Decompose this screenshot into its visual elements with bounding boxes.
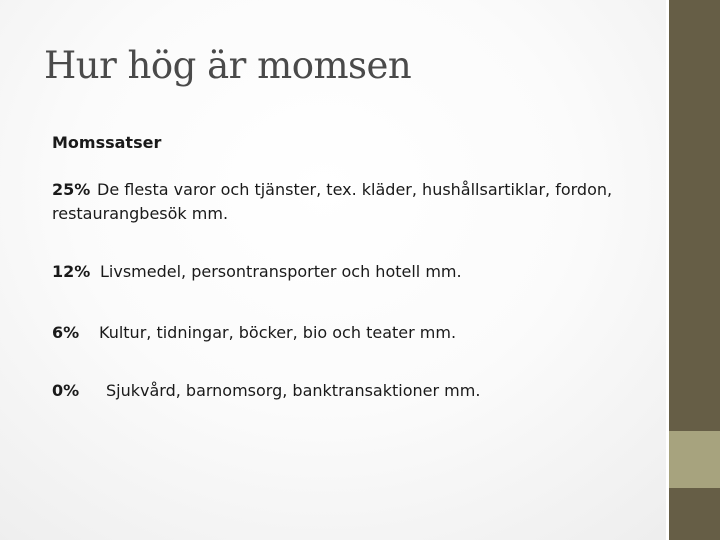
sidebar-accent-block xyxy=(669,431,720,488)
decorative-sidebar xyxy=(666,0,720,540)
rate-value: 25% xyxy=(52,180,91,199)
rate-description: De flesta varor och tjänster, tex. kläder, hushållsartiklar, fordon, restaurangbesök mm. xyxy=(52,180,613,223)
rate-value: 12% xyxy=(52,262,91,281)
slide-title: Hur hög är momsen xyxy=(44,44,412,87)
rate-value: 0% xyxy=(52,381,80,400)
section-heading: Momssatser xyxy=(52,133,162,152)
slide-body xyxy=(52,131,652,437)
rate-item-0 xyxy=(52,379,652,403)
rate-description: Kultur, tidningar, böcker, bio och teater mm. xyxy=(99,323,457,342)
rate-item-12 xyxy=(52,260,652,284)
rate-description: Livsmedel, persontransporter och hotell mm. xyxy=(100,262,462,281)
rate-value: 6% xyxy=(52,323,80,342)
rate-item-6 xyxy=(52,321,652,345)
rate-description: Sjukvård, barnomsorg, banktransaktioner mm. xyxy=(106,381,481,400)
rate-item-25 xyxy=(52,178,652,226)
